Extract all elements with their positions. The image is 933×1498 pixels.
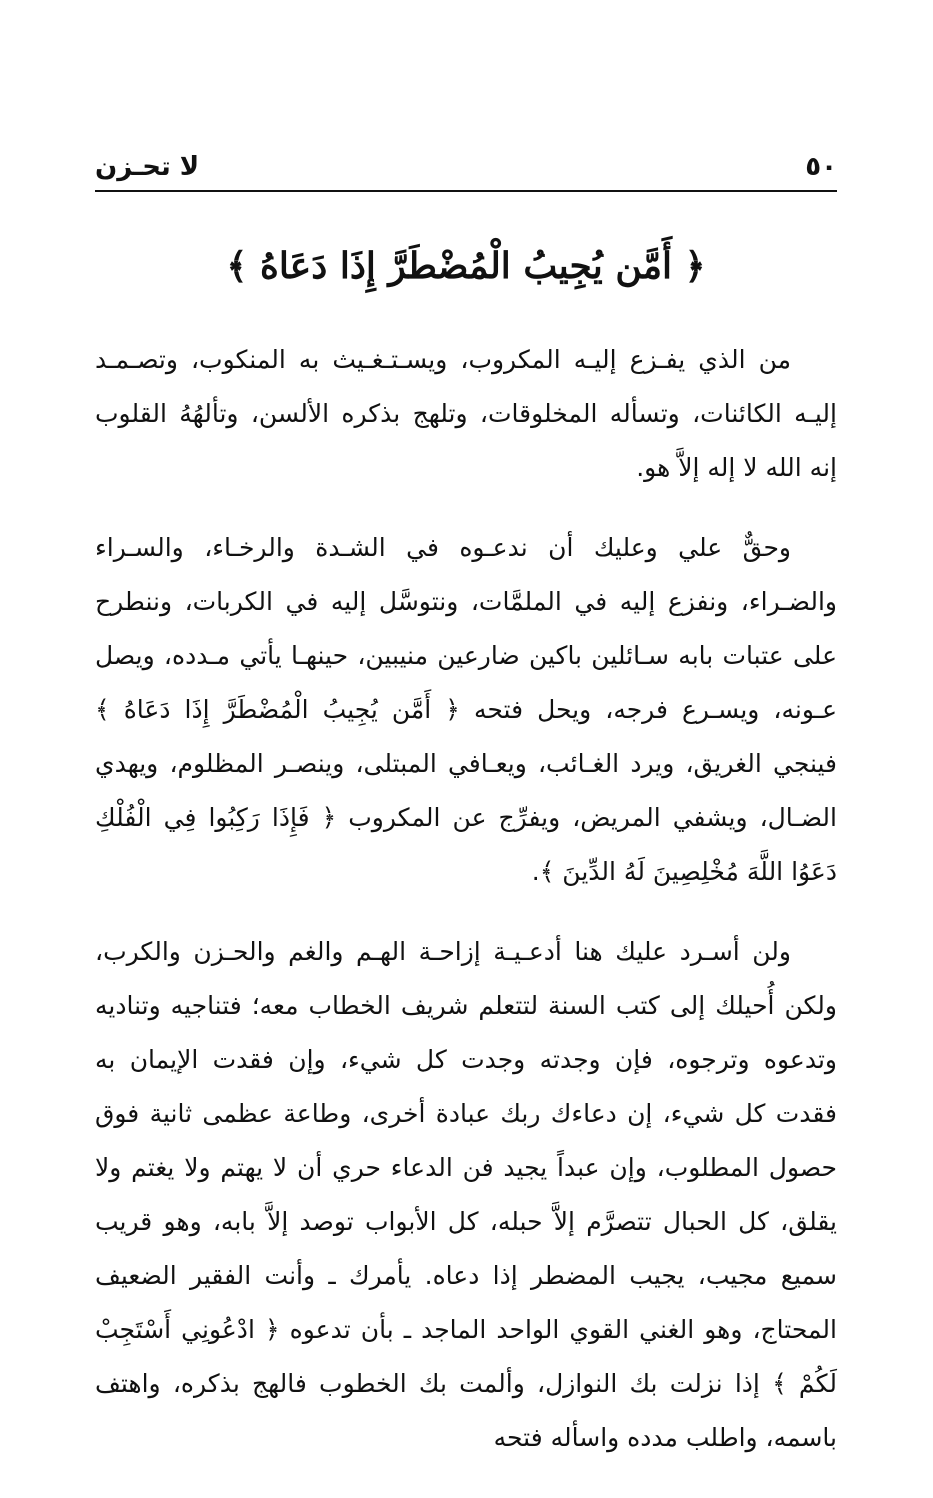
chapter-title: ﴿ أَمَّن يُجِيبُ الْمُضْطَرَّ إِذَا دَعَاهُ ﴾: [226, 245, 706, 287]
running-header: [95, 150, 837, 192]
paragraph: من الذي يفـزع إليـه المكروب، ويسـتـغـيث به المنكوب، وتصـمـد إليـه الكائنات، وتسأله المخلوقات، وتلهج بذكره الألسن، وتألهُهُ القلوب إنه الله لا إله إلاَّ هو.: [95, 345, 837, 482]
paragraph: ولن أسـرد عليك هنا أدعـيـة إزاحـة الهـم والغم والحـزن والكرب، ولكن أُحيلك إلى كتب السنة لتتعلم شريف الخطاب معه؛ فتناجيه وتناديه وتدعوه وترجوه، فإن وجدته وجدت كل شيء، وإن فقدت الإيمان به فقدت كل شيء، إن دعاءك ربك عبادة أخرى، وطاعة عظمى ثانية فوق حصول المطلوب، وإن عبداً يجيد فن الدعاء حري أن لا يهتم ولا يغتم ولا يقلق، كل الحبال تتصرَّم إلاَّ حبله، كل الأبواب توصد إلاَّ بابه، وهو قريب سميع مجيب، يجيب المضطر إذا دعاه. يأمرك ـ وأنت الفقير الضعيف المحتاج، وهو الغني القوي الواحد الماجد ـ بأن تدعوه ﴿ ادْعُونِي أَسْتَجِبْ لَكُمْ ﴾ إذا نزلت بك النوازل، وألمت بك الخطوب فالهج بذكره، واهتف باسمه، واطلب مدده واسأله فتحه: [95, 937, 837, 1452]
page-number: ٥٠: [805, 152, 837, 182]
book-title: لا تحـزن: [95, 152, 200, 182]
body-text: [95, 333, 837, 1491]
paragraph: وحقٌّ علي وعليك أن ندعـوه في الشـدة والرخـاء، والسـراء والضـراء، ونفزع إليه في الملمَّات، ونتوسَّل إليه في الكربات، وننطرح على عتبات بابه سـائلين باكين ضارعين منيبين، حينهـا يأتي مـدده، ويصل عـونه، ويسـرع فرجه، ويحل فتحه ﴿ أَمَّن يُجِيبُ الْمُضْطَرَّ إِذَا دَعَاهُ ﴾ فينجي الغريق، ويرد الغـائب، ويعـافي المبتلى، وينصـر المظلوم، ويهدي الضـال، ويشفي المريض، ويفرِّج عن المكروب ﴿ فَإِذَا رَكِبُوا فِي الْفُلْكِ دَعَوُا اللَّهَ مُخْلِصِينَ لَهُ الدِّينَ ﴾.: [95, 533, 837, 886]
